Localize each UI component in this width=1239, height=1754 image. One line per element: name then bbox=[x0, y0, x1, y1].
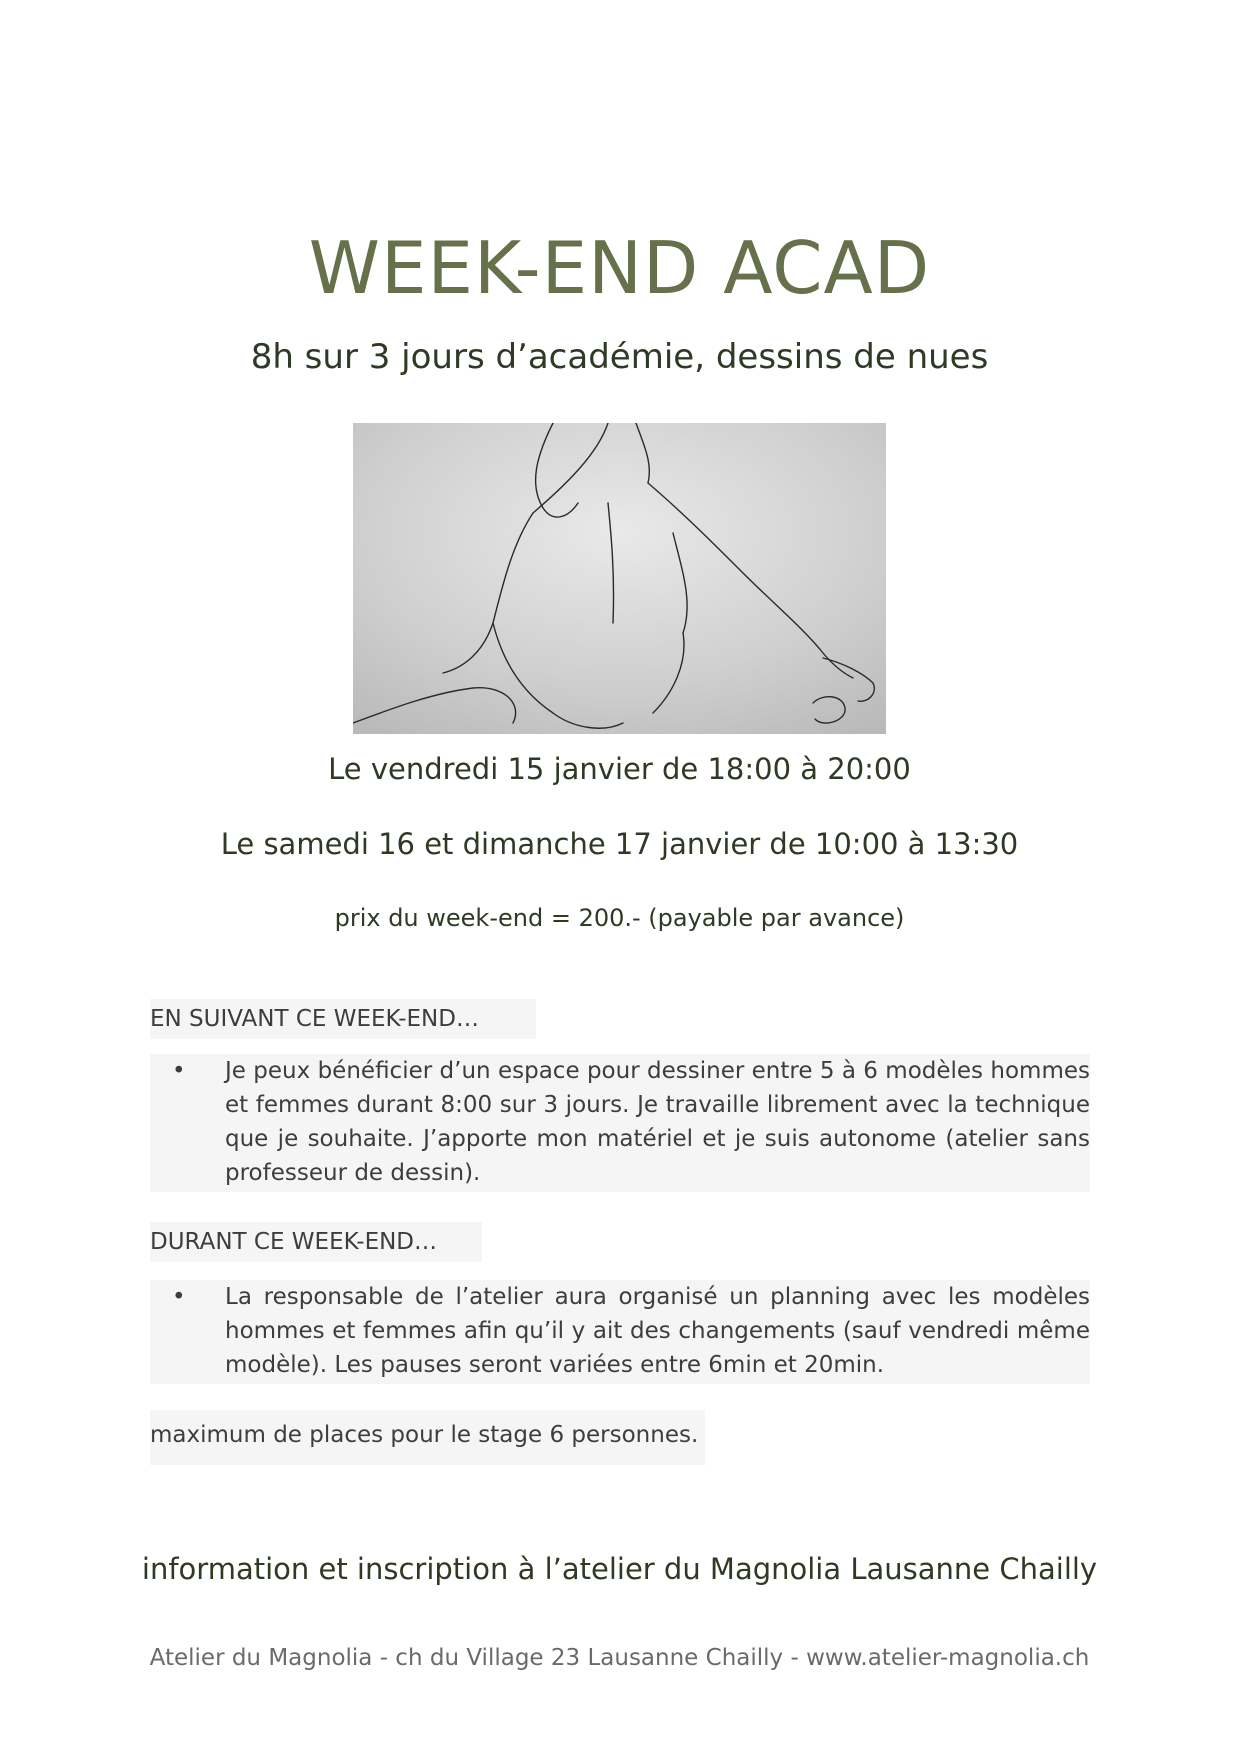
date-weekend: Le samedi 16 et dimanche 17 janvier de 10:00 à 13:30 bbox=[220, 827, 1019, 861]
bullet-text: Je peux bénéficier d’un espace pour dessiner entre 5 à 6 modèles hommes et femmes durant 8:00 sur 3 jours. Je travaille librement avec la technique que je souhaite. J’apporte mon matériel et je suis autonome (atelier sans professeur de dessin). bbox=[225, 1058, 1090, 1186]
date-friday: Le vendredi 15 janvier de 18:00 à 20:00 bbox=[328, 752, 911, 786]
page-subtitle: 8h sur 3 jours d’académie, dessins de nues bbox=[250, 337, 989, 377]
section-heading-following: EN SUIVANT CE WEEK-END… bbox=[150, 999, 536, 1039]
bullet-text: La responsable de l’atelier aura organisé un planning avec les modèles hommes et femmes afin qu’il y ait des changements (sauf vendredi même modèle). Les pauses seront variées entre 6min et 20min. bbox=[225, 1284, 1090, 1378]
bullet-icon: • bbox=[172, 1058, 186, 1084]
nude-sketch-icon bbox=[353, 423, 886, 734]
figure-drawing bbox=[353, 423, 886, 734]
bullet-icon: • bbox=[172, 1284, 186, 1310]
capacity-note: maximum de places pour le stage 6 personnes. bbox=[150, 1410, 705, 1465]
registration-info: information et inscription à l’atelier du Magnolia Lausanne Chailly bbox=[141, 1552, 1098, 1586]
section-body-during bbox=[150, 1280, 1090, 1384]
footer-address: Atelier du Magnolia - ch du Village 23 Lausanne Chailly - www.atelier-magnolia.ch bbox=[149, 1645, 1090, 1671]
page-title: WEEK-END ACAD bbox=[308, 226, 931, 310]
section-body-following bbox=[150, 1054, 1090, 1192]
price-info: prix du week-end = 200.- (payable par avance) bbox=[334, 904, 905, 932]
section-heading-during: DURANT CE WEEK-END… bbox=[150, 1222, 482, 1262]
